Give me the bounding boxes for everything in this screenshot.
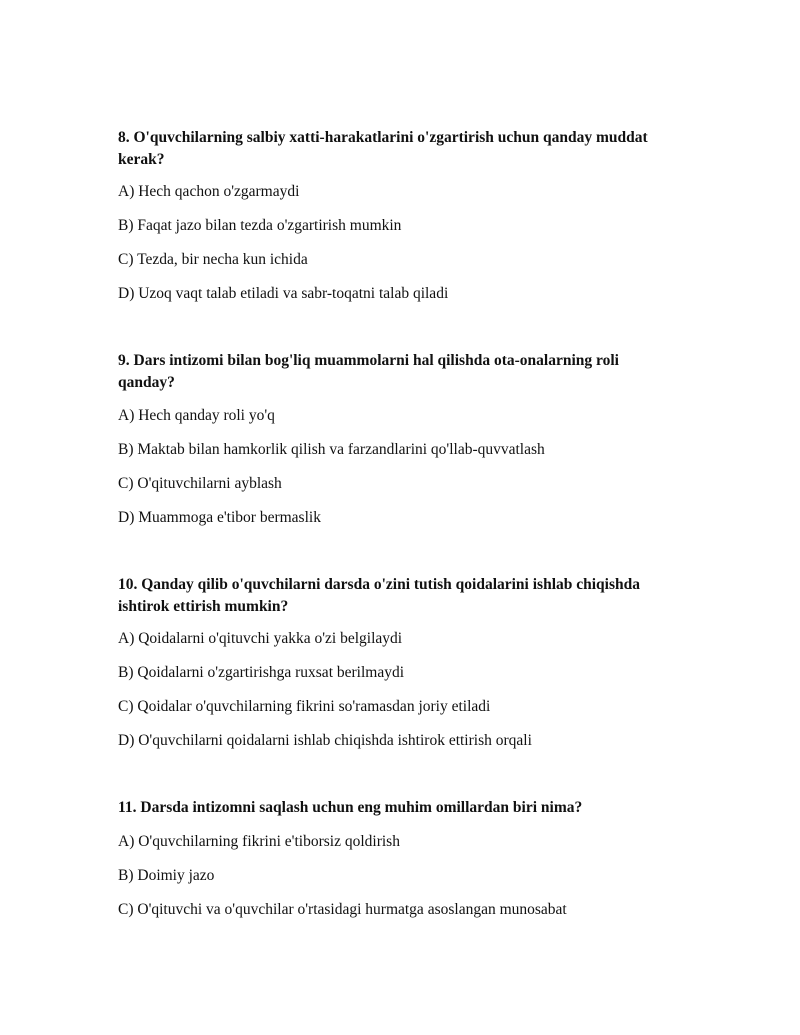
option-d: D) Muammoga e'tibor bermaslik	[118, 509, 321, 526]
option-c: C) O'qituvchi va o'quvchilar o'rtasidagi hurmatga asoslangan munosabat	[118, 901, 567, 918]
option-a: A) Hech qanday roli yo'q	[118, 407, 275, 424]
option-b: B) Maktab bilan hamkorlik qilish va farzandlarini qo'llab-quvvatlash	[118, 441, 545, 458]
option-d: D) Uzoq vaqt talab etiladi va sabr-toqatni talab qiladi	[118, 285, 449, 302]
question-text: 8. O'quvchilarning salbiy xatti-harakatlarini o'zgartirish uchun qanday muddat kerak?	[118, 129, 648, 168]
option-a: A) O'quvchilarning fikrini e'tiborsiz qoldirish	[118, 833, 400, 850]
option-a: A) Qoidalarni o'qituvchi yakka o'zi belgilaydi	[118, 630, 403, 647]
question-text: 10. Qanday qilib o'quvchilarni darsda o'zini tutish qoidalarini ishlab chiqishda ishtirok ettirish mumkin?	[118, 576, 641, 615]
option-b: B) Faqat jazo bilan tezda o'zgartirish mumkin	[118, 217, 402, 234]
option-c: C) O'qituvchilarni ayblash	[118, 475, 282, 492]
option-b: B) Qoidalarni o'zgartirishga ruxsat berilmaydi	[118, 664, 405, 681]
option-c: C) Qoidalar o'quvchilarning fikrini so'ramasdan joriy etiladi	[118, 698, 491, 715]
option-b: B) Doimiy jazo	[118, 867, 215, 884]
option-d: D) O'quvchilarni qoidalarni ishlab chiqishda ishtirok ettirish orqali	[118, 732, 532, 749]
question-text: 11. Darsda intizomni saqlash uchun eng muhim omillardan biri nima?	[118, 799, 583, 816]
question-11	[118, 797, 678, 927]
question-8	[118, 127, 678, 307]
question-text: 9. Dars intizomi bilan bog'liq muammolarni hal qilishda ota-onalarning roli qanday?	[118, 352, 619, 391]
question-9	[118, 350, 678, 530]
question-10	[118, 574, 678, 754]
option-c: C) Tezda, bir necha kun ichida	[118, 251, 308, 268]
option-a: A) Hech qachon o'zgarmaydi	[118, 183, 300, 200]
